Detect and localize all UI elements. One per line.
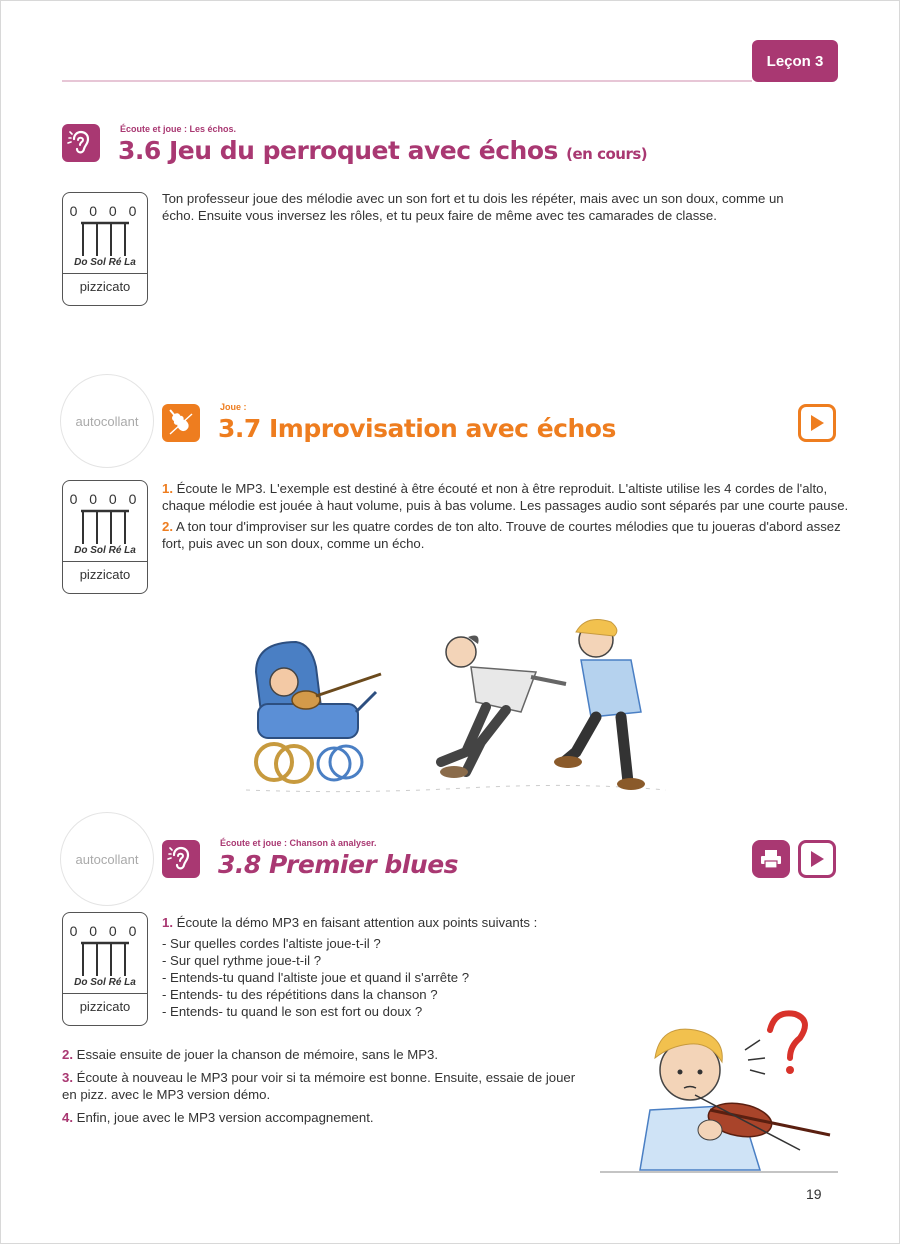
string-notes: Do Sol Ré La [74,257,136,268]
question-item: - Sur quel rythme joue-t-il ? [162,953,322,968]
section-title-text: 3.6 Jeu du perroquet avec échos [118,136,558,165]
ear-icon [62,124,100,162]
fingering-box [62,480,148,594]
fingering-box [62,192,148,306]
list-item [62,1069,592,1103]
instruction-list [162,480,852,552]
strings-diagram [79,941,131,977]
item-text: A ton tour d'improviser sur les quatre cordes de ton alto. Trouve de courtes mélodies que tu joueras d'abord assez fort, puis avec un son doux, comme un écho. [162,519,841,551]
question-item: - Sur quelles cordes l'altiste joue-t-il ? [162,936,381,951]
lesson-badge: Leçon 3 [752,40,838,82]
header-rule [62,80,752,82]
section-text: Ton professeur joue des mélodie avec un son fort et tu dois les répéter, mais avec un son doux, comme un écho. Ensuite vous inversez les rôles, et tu peux faire de même avec tes camarades de classe. [162,191,784,223]
list-item [162,518,852,552]
string-notes: Do Sol Ré La [74,545,136,556]
page-number: 19 [806,1186,822,1202]
ear-icon [162,840,200,878]
section-title: 3.8 Premier blues [218,850,459,879]
play-button[interactable] [798,840,836,878]
section-title [118,136,647,165]
play-icon [808,849,826,869]
item-text: Écoute le MP3. L'exemple est destiné à être écouté et non à être reproduit. L'altiste utilise les 4 cordes de l'alto, chaque mélodie est jouée à haut volume, puis à bas volume. Les passages audio sont séparés par une courte pause. [162,481,849,513]
leaning-person-illustration [440,636,566,778]
pram-illustration [256,642,381,782]
item-number: 3. [62,1070,73,1085]
technique-label: pizzicato [79,999,131,1014]
item-text: Enfin, joue avec le MP3 version accompagnement. [76,1110,374,1125]
print-button[interactable] [752,840,790,878]
divider [63,273,147,274]
list-item [62,1109,592,1126]
sticker-placeholder: autocollant [60,812,154,906]
item-number: 1. [162,915,173,930]
strings-diagram [79,509,131,545]
instruction-list [62,1046,592,1126]
section-subtitle: Écoute et joue : Chanson à analyser. [220,838,377,848]
list-item [162,480,852,514]
viola-icon [162,404,200,442]
echo-illustration [236,612,676,802]
item-text: Essaie ensuite de jouer la chanson de mémoire, sans le MP3. [76,1047,439,1062]
technique-label: pizzicato [79,567,131,582]
viola-player-illustration [600,1010,840,1175]
printer-icon [760,849,782,869]
section-subtitle: Joue : [220,402,247,412]
finger-numbers: 0 0 0 0 [69,203,141,219]
divider [63,993,147,994]
divider [63,561,147,562]
list-item [62,1046,592,1063]
section-title: 3.7 Improvisation avec échos [218,414,616,443]
finger-numbers: 0 0 0 0 [69,923,141,939]
section-subtitle: Écoute et joue : Les échos. [120,124,237,134]
list-item [162,914,662,931]
laughing-person-illustration [554,620,645,790]
technique-label: pizzicato [79,279,131,294]
question-item: - Entends- tu des répétitions dans la chanson ? [162,987,438,1002]
fingering-box [62,912,148,1026]
item-text: Écoute à nouveau le MP3 pour voir si ta mémoire est bonne. Ensuite, essaie de jouer en pizz. avec le MP3 version démo. [62,1070,576,1102]
play-button[interactable] [798,404,836,442]
item-number: 4. [62,1110,73,1125]
item-number: 2. [162,519,173,534]
section-title-suffix: (en cours) [566,145,648,163]
play-icon [808,413,826,433]
finger-numbers: 0 0 0 0 [69,491,141,507]
string-notes: Do Sol Ré La [74,977,136,988]
analysis-list [162,914,662,1020]
item-number: 2. [62,1047,73,1062]
item-number: 1. [162,481,173,496]
sticker-placeholder: autocollant [60,374,154,468]
question-item: - Entends-tu quand l'altiste joue et quand il s'arrête ? [162,970,470,985]
item-text: Écoute la démo MP3 en faisant attention aux points suivants : [176,915,538,930]
question-item: - Entends- tu quand le son est fort ou doux ? [162,1004,423,1019]
strings-diagram [79,221,131,257]
